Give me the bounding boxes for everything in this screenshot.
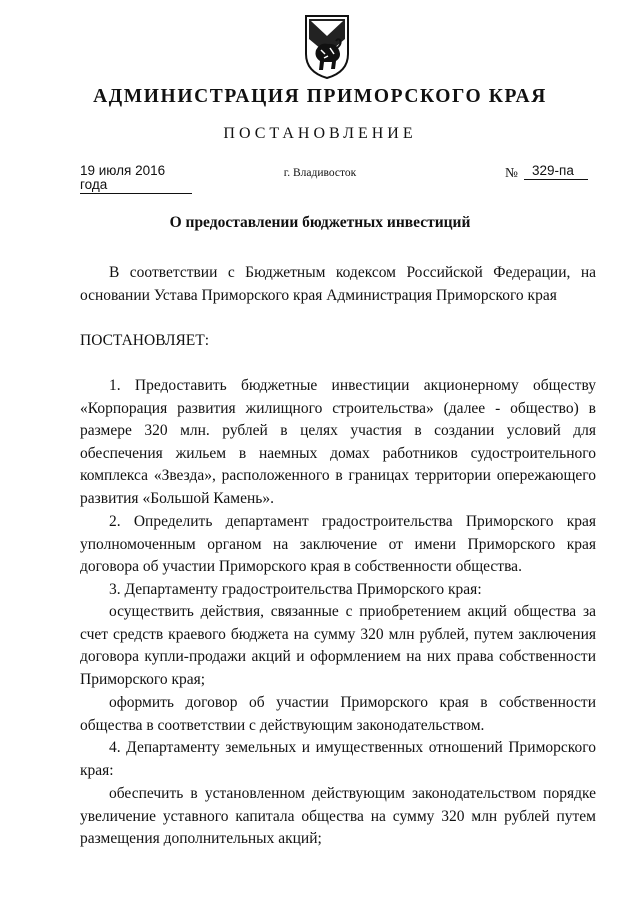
paragraph-1-block — [80, 375, 596, 511]
paragraph-4-item-1-block — [80, 783, 596, 851]
resolves-heading: ПОСТАНОВЛЯЕТ: — [80, 332, 210, 349]
paragraph-4: 4. Департаменту земельных и имущественных отношений Приморского края: — [80, 739, 596, 779]
paragraph-3-block — [80, 579, 596, 602]
resolves-block — [80, 330, 596, 353]
document-type: ПОСТАНОВЛЕНИЕ — [223, 125, 417, 142]
city: г. Владивосток — [283, 167, 357, 179]
number-label: № — [505, 165, 518, 180]
paragraph-3-item-1: осуществить действия, связанные с приобретением акций общества за счет средств краевого бюджета на сумму 320 млн рублей, путем заключения договора купли-продажи акций и оформлением на них права собственности Приморского края; — [80, 603, 596, 688]
paragraph-4-item-1: обеспечить в установленном действующим законодательством порядке увеличение уставного капитала общества на сумму 320 млн рублей путем размещения дополнительных акций; — [80, 785, 596, 848]
paragraph-1: 1. Предоставить бюджетные инвестиции акционерному обществу «Корпорация развития жилищного строительства» (далее - общество) в размере 320 млн. рублей в целях участия в создании условий для обеспечения жильем в наемных домах работников судостроительного комплекса «Звезда», расположенного в границах территории опережающего развития «Большой Камень». — [80, 377, 596, 507]
paragraph-3-item-2: оформить договор об участии Приморского края в собственности общества в соответствии с действующим законодательством. — [80, 694, 596, 734]
primorye-coat-of-arms-icon — [304, 14, 350, 80]
paragraph-3: 3. Департаменту градостроительства Приморского края: — [109, 581, 482, 598]
paragraph-3-item-1-block — [80, 601, 596, 691]
organization-title: АДМИНИСТРАЦИЯ ПРИМОРСКОГО КРАЯ — [93, 86, 547, 107]
preamble-block — [80, 262, 596, 307]
paragraph-2-block — [80, 511, 596, 579]
paragraph-2: 2. Определить департамент градостроительства Приморского края уполномоченным органом на заключение от имени Приморского края договора об участии Приморского края в собственности общества. — [80, 513, 596, 576]
document-number: 329-па — [524, 164, 588, 180]
preamble: В соответствии с Бюджетным кодексом Российской Федерации, на основании Устава Приморского края Администрация Приморского края — [80, 264, 596, 304]
paragraph-4-block — [80, 737, 596, 782]
document-subject: О предоставлении бюджетных инвестиций — [169, 214, 471, 231]
document-date: 19 июля 2016 года — [80, 164, 192, 194]
paragraph-3-item-2-block — [80, 692, 596, 737]
